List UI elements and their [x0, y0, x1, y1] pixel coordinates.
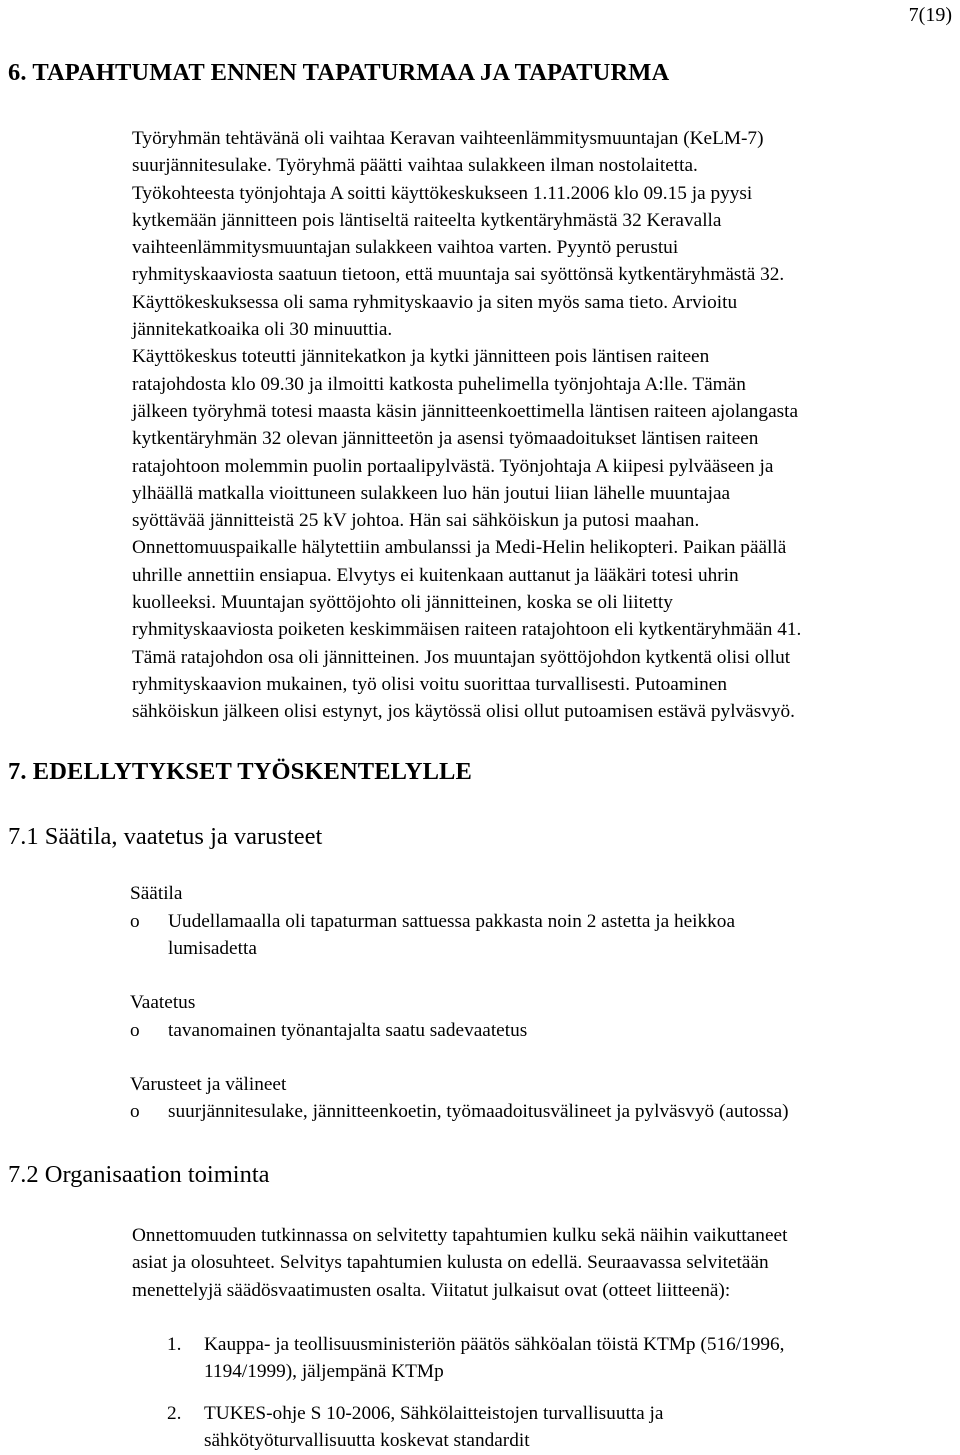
list-line: 1194/1999), jäljempänä KTMp	[204, 1361, 444, 1383]
paragraph-line: Onnettomuuspaikalle hälytettiin ambulanssi ja Medi-Helin helikopteri. Paikan päällä	[132, 537, 787, 559]
paragraph-line: Käyttökeskuksessa oli sama ryhmityskaavio ja siten myös sama tieto. Arvioitu	[132, 291, 738, 313]
list-line: TUKES-ohje S 10-2006, Sähkölaitteistojen turvallisuutta ja	[204, 1403, 664, 1424]
paragraph-line: Käyttökeskus toteutti jännitekatkon ja kytki jännitteen pois läntisen raiteen	[132, 346, 710, 368]
paragraph-line: asiat ja olosuhteet. Selvitys tapahtumien kulusta on edellä. Seuraavassa selvitetään	[132, 1252, 769, 1274]
clothing-label: Vaatetus	[130, 992, 196, 1013]
paragraph-line: Onnettomuuden tutkinnassa on selvitetty tapahtumien kulku sekä näihin vaikuttaneet	[132, 1225, 788, 1246]
paragraph-line: Työryhmän tehtävänä oli vaihtaa Keravan vaihteenlämmitysmuuntajan (KeLM-7)	[132, 128, 764, 149]
paragraph-line: menettelyjä säädösvaatimusten osalta. Viitatut julkaisut ovat (otteet liitteenä):	[132, 1279, 731, 1301]
bullet-line: suurjännitesulake, jännitteenkoetin, työmaadoitusvälineet ja pylväsvyö (autossa)	[168, 1101, 789, 1122]
list-item-text	[204, 1331, 784, 1386]
paragraph-line: jännitekatkoaika oli 30 minuuttia.	[132, 319, 393, 341]
bullet-line: tavanomainen työnantajalta saatu sadevaatetus	[168, 1020, 528, 1041]
weather-label: Säätila	[130, 883, 183, 904]
paragraph-line: suurjännitesulake. Työryhmä päätti vaihtaa sulakkeen ilman nostolaitetta.	[132, 155, 698, 177]
paragraph-line: ryhmityskaaviosta saatuun tietoon, että muuntaja sai syöttönsä kytkentäryhmästä 32.	[132, 264, 785, 286]
list-number: 1.	[167, 1334, 182, 1355]
bullet-line: lumisadetta	[168, 938, 257, 960]
list-number: 2.	[167, 1403, 182, 1424]
paragraph-line: Tämä ratajohdon osa oli jännitteinen. Jos muuntajan syöttöjohdon kytkentä olisi ollut	[132, 646, 791, 668]
section-7-2-heading: 7.2 Organisaation toiminta	[8, 1161, 270, 1188]
section-7-1-heading: 7.1 Säätila, vaatetus ja varusteet	[8, 823, 323, 850]
section-7-2-paragraph	[132, 1222, 958, 1304]
paragraph-line: Työkohteesta työnjohtaja A soitti käyttökeskukseen 1.11.2006 klo 09.15 ja pyysi	[132, 182, 753, 204]
section-7-heading: 7. EDELLYTYKSET TYÖSKENTELYLLE	[8, 758, 472, 785]
bullet-text	[168, 908, 735, 963]
bullet-text	[168, 1017, 527, 1044]
page-number: 7(19)	[908, 4, 952, 26]
paragraph-line: ratajohtoon molemmin puolin portaalipylvästä. Työnjohtaja A kiipesi pylvääseen ja	[132, 455, 774, 477]
paragraph-line: jälkeen työryhmä totesi maasta käsin jännitteenkoettimella läntisen raiteen ajolangasta	[132, 400, 799, 422]
section-6-paragraph	[132, 125, 958, 726]
paragraph-line: kytkentäryhmän 32 olevan jännitteetön ja asensi työmaadoitukset läntisen raiteen	[132, 428, 759, 450]
paragraph-line: vaihteenlämmitysmuuntajan sulakkeen vaihtoa varten. Pyyntö perustui	[132, 237, 679, 259]
paragraph-line: kuolleeksi. Muuntajan syöttöjohto oli jännitteinen, koska se oli liitetty	[132, 592, 673, 614]
list-item-text	[204, 1400, 663, 1455]
bullet-text	[168, 1098, 789, 1125]
paragraph-line: ryhmityskaaviosta poiketen keskimmäisen raiteen ratajohtoon eli kytkentäryhmään 41.	[132, 619, 802, 641]
paragraph-line: ylhäällä matkalla vioittuneen sulakkeen luo hän joutui liian lähelle muuntajaa	[132, 482, 731, 504]
equipment-label: Varusteet ja välineet	[130, 1074, 287, 1095]
paragraph-line: kytkemään jännitteen pois läntiseltä raiteelta kytkentäryhmästä 32 Keravalla	[132, 209, 722, 231]
paragraph-line: sähköiskun jälkeen olisi estynyt, jos käytössä olisi ollut putoamisen estävä pylväsvyö.	[132, 701, 795, 723]
paragraph-line: ratajohdosta klo 09.30 ja ilmoitti katkosta puhelimella työnjohtaja A:lle. Tämän	[132, 373, 746, 395]
bullet-marker: o	[130, 1101, 140, 1122]
list-line: Kauppa- ja teollisuusministeriön päätös sähköalan töistä KTMp (516/1996,	[204, 1334, 785, 1355]
paragraph-line: uhrille annettiin ensiapua. Elvytys ei kuitenkaan auttanut ja lääkäri totesi uhrin	[132, 564, 739, 586]
paragraph-line: syöttävää jännitteistä 25 kV johtoa. Hän sai sähköiskun ja putosi maahan.	[132, 510, 700, 532]
bullet-marker: o	[130, 911, 140, 932]
bullet-line: Uudellamaalla oli tapaturman sattuessa pakkasta noin 2 astetta ja heikkoa	[168, 911, 735, 932]
section-6-heading: 6. TAPAHTUMAT ENNEN TAPATURMAA JA TAPATURMA	[8, 59, 670, 86]
list-line: sähkötyöturvallisuutta koskevat standardit	[204, 1430, 530, 1452]
bullet-marker: o	[130, 1020, 140, 1041]
paragraph-line: ryhmityskaavion mukainen, työ olisi voitu suorittaa turvallisesti. Putoaminen	[132, 673, 727, 695]
